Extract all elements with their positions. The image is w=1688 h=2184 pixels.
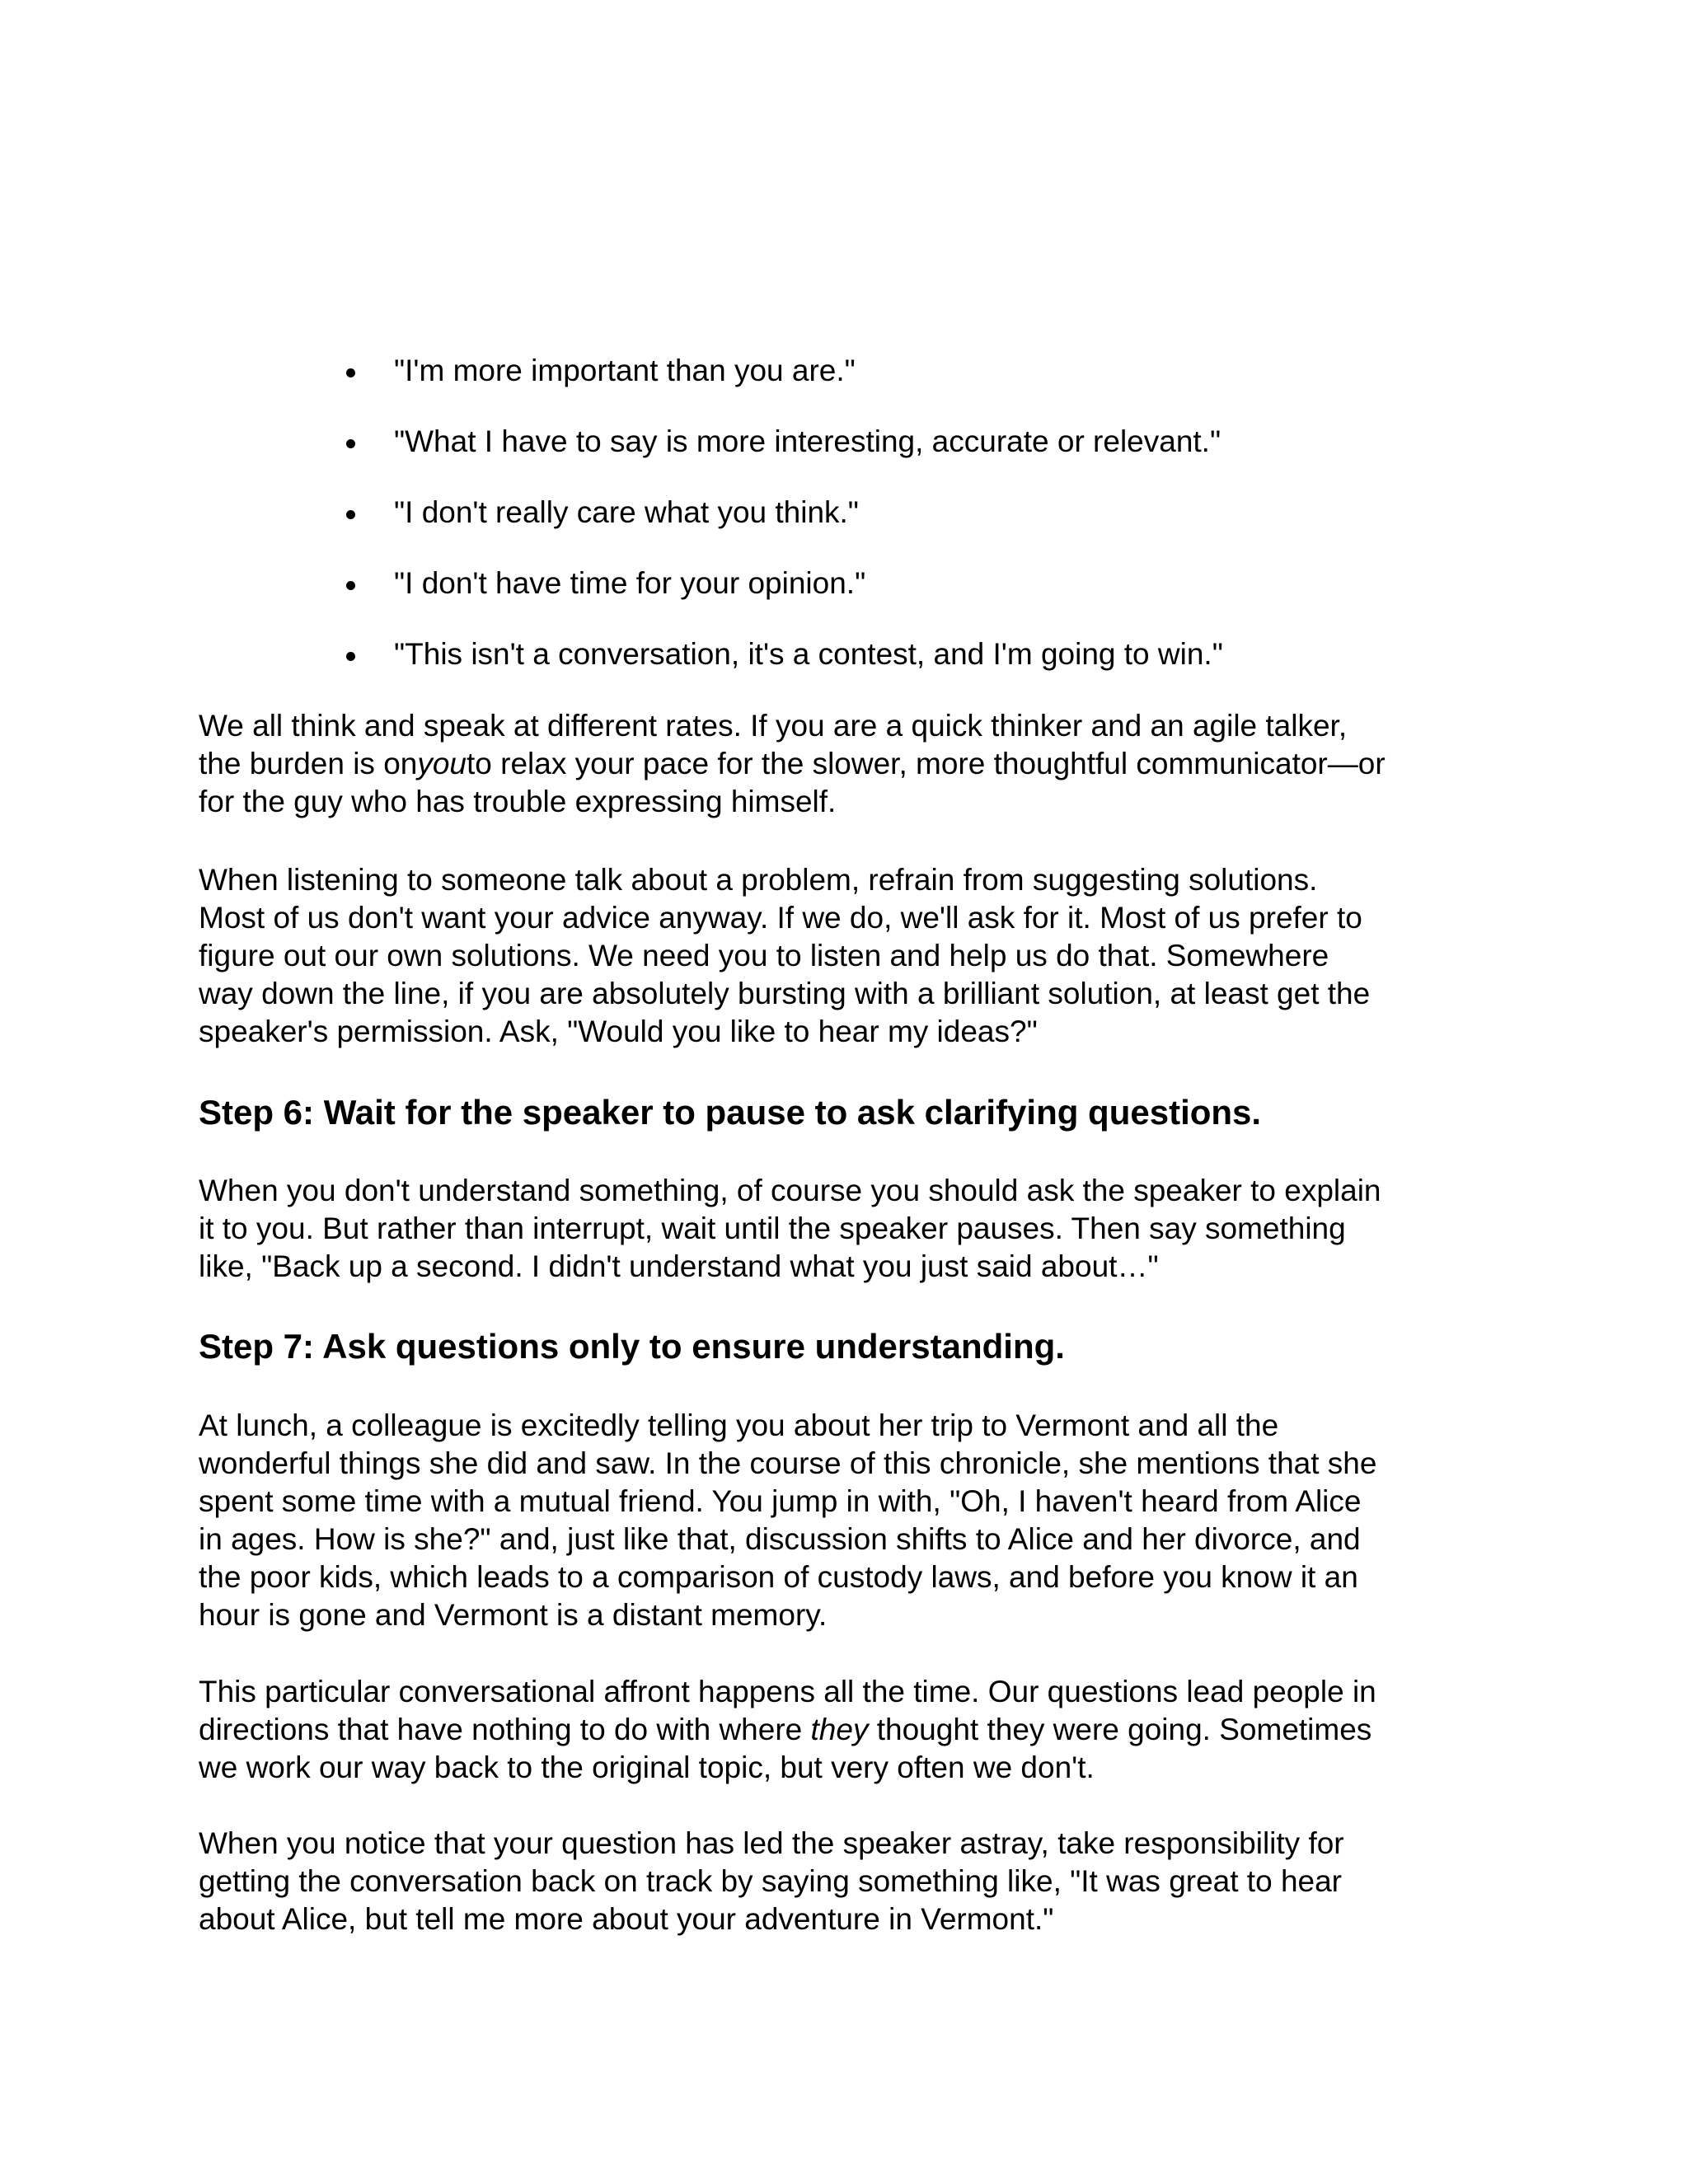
text-line: in ages. How is she?" and, just like that, discussion shifts to Alice and her divorce, and [199, 1522, 1361, 1556]
text-line: figure out our own solutions. We need you to listen and help us do that. Somewhere [199, 939, 1329, 972]
list-item [0, 560, 1688, 631]
paragraph [199, 707, 1501, 821]
text-line [199, 1711, 1501, 1749]
text-line: When listening to someone talk about a problem, refrain from suggesting solutions. [199, 863, 1318, 897]
bullet-text: "This isn't a conversation, it's a contest, and I'm going to win." [394, 637, 1223, 671]
text-line [199, 745, 1501, 783]
paragraph [199, 1673, 1501, 1787]
text-run: the burden is on [199, 747, 418, 780]
paragraph [199, 1172, 1501, 1286]
list-item [0, 419, 1688, 490]
bullet-icon [346, 581, 355, 590]
text-line: it to you. But rather than interrupt, wait until the speaker pauses. Then say something [199, 1212, 1346, 1245]
bullet-text: "I don't have time for your opinion." [394, 566, 866, 600]
step6-heading: Step 6: Wait for the speaker to pause to ask clarifying questions. [199, 1093, 1262, 1132]
text-line: When you notice that your question has led the speaker astray, take responsibility for [199, 1826, 1344, 1860]
list-item [0, 348, 1688, 419]
text-run: directions that have nothing to do with where [199, 1713, 811, 1746]
bullet-icon [346, 652, 355, 661]
text-line: about Alice, but tell me more about your adventure in Vermont." [199, 1902, 1054, 1936]
text-line: for the guy who has trouble expressing himself. [199, 785, 837, 818]
text-line: the poor kids, which leads to a comparison of custody laws, and before you know it an [199, 1560, 1358, 1594]
emphasis-text: they [810, 1713, 869, 1746]
bullet-text: "What I have to say is more interesting, accurate or relevant." [394, 424, 1221, 458]
text-line: wonderful things she did and saw. In the course of this chronicle, she mentions that she [199, 1446, 1377, 1480]
paragraph-astray [199, 1825, 1501, 1938]
text-line: At lunch, a colleague is excitedly telling you about her trip to Vermont and all the [199, 1408, 1279, 1442]
paragraph [199, 1407, 1501, 1634]
paragraph [199, 861, 1501, 1051]
text-line: hour is gone and Vermont is a distant memory. [199, 1598, 828, 1632]
paragraph [199, 1825, 1501, 1938]
text-line: way down the line, if you are absolutely bursting with a brilliant solution, at least get the [199, 977, 1371, 1010]
step7-paragraph [199, 1407, 1501, 1634]
paragraph-rates [199, 707, 1501, 821]
text-line: getting the conversation back on track by saying something like, "It was great to hear [199, 1864, 1342, 1898]
list-item [0, 631, 1688, 702]
text-line: When you don't understand something, of course you should ask the speaker to explain [199, 1174, 1381, 1207]
step6-paragraph [199, 1172, 1501, 1286]
text-line: like, "Back up a second. I didn't understand what you just said about…" [199, 1249, 1159, 1283]
text-run: thought they were going. Sometimes [868, 1713, 1372, 1746]
bullet-text: "I don't really care what you think." [394, 495, 859, 529]
bullet-text: "I'm more important than you are." [394, 354, 856, 387]
paragraph-affront [199, 1673, 1501, 1787]
text-line: spent some time with a mutual friend. You jump in with, "Oh, I haven't heard from Alice [199, 1484, 1362, 1518]
list-item [0, 490, 1688, 560]
text-line: speaker's permission. Ask, "Would you like to hear my ideas?" [199, 1015, 1038, 1048]
text-line: we work our way back to the original topic, but very often we don't. [199, 1750, 1095, 1784]
text-line: Most of us don't want your advice anyway. If we do, we'll ask for it. Most of us prefer to [199, 901, 1362, 935]
emphasis-text: you [417, 747, 467, 780]
paragraph-solutions [199, 861, 1501, 1051]
bullet-icon [346, 510, 355, 519]
step7-heading: Step 7: Ask questions only to ensure understanding. [199, 1327, 1065, 1366]
bullet-icon [346, 368, 355, 377]
text-line: We all think and speak at different rates. If you are a quick thinker and an agile talker, [199, 709, 1348, 743]
text-run: to relax your pace for the slower, more thoughtful communicator—or [467, 747, 1386, 780]
bullet-icon [346, 439, 355, 448]
bullet-list [0, 348, 1688, 702]
text-line: This particular conversational affront happens all the time. Our questions lead people in [199, 1675, 1376, 1708]
